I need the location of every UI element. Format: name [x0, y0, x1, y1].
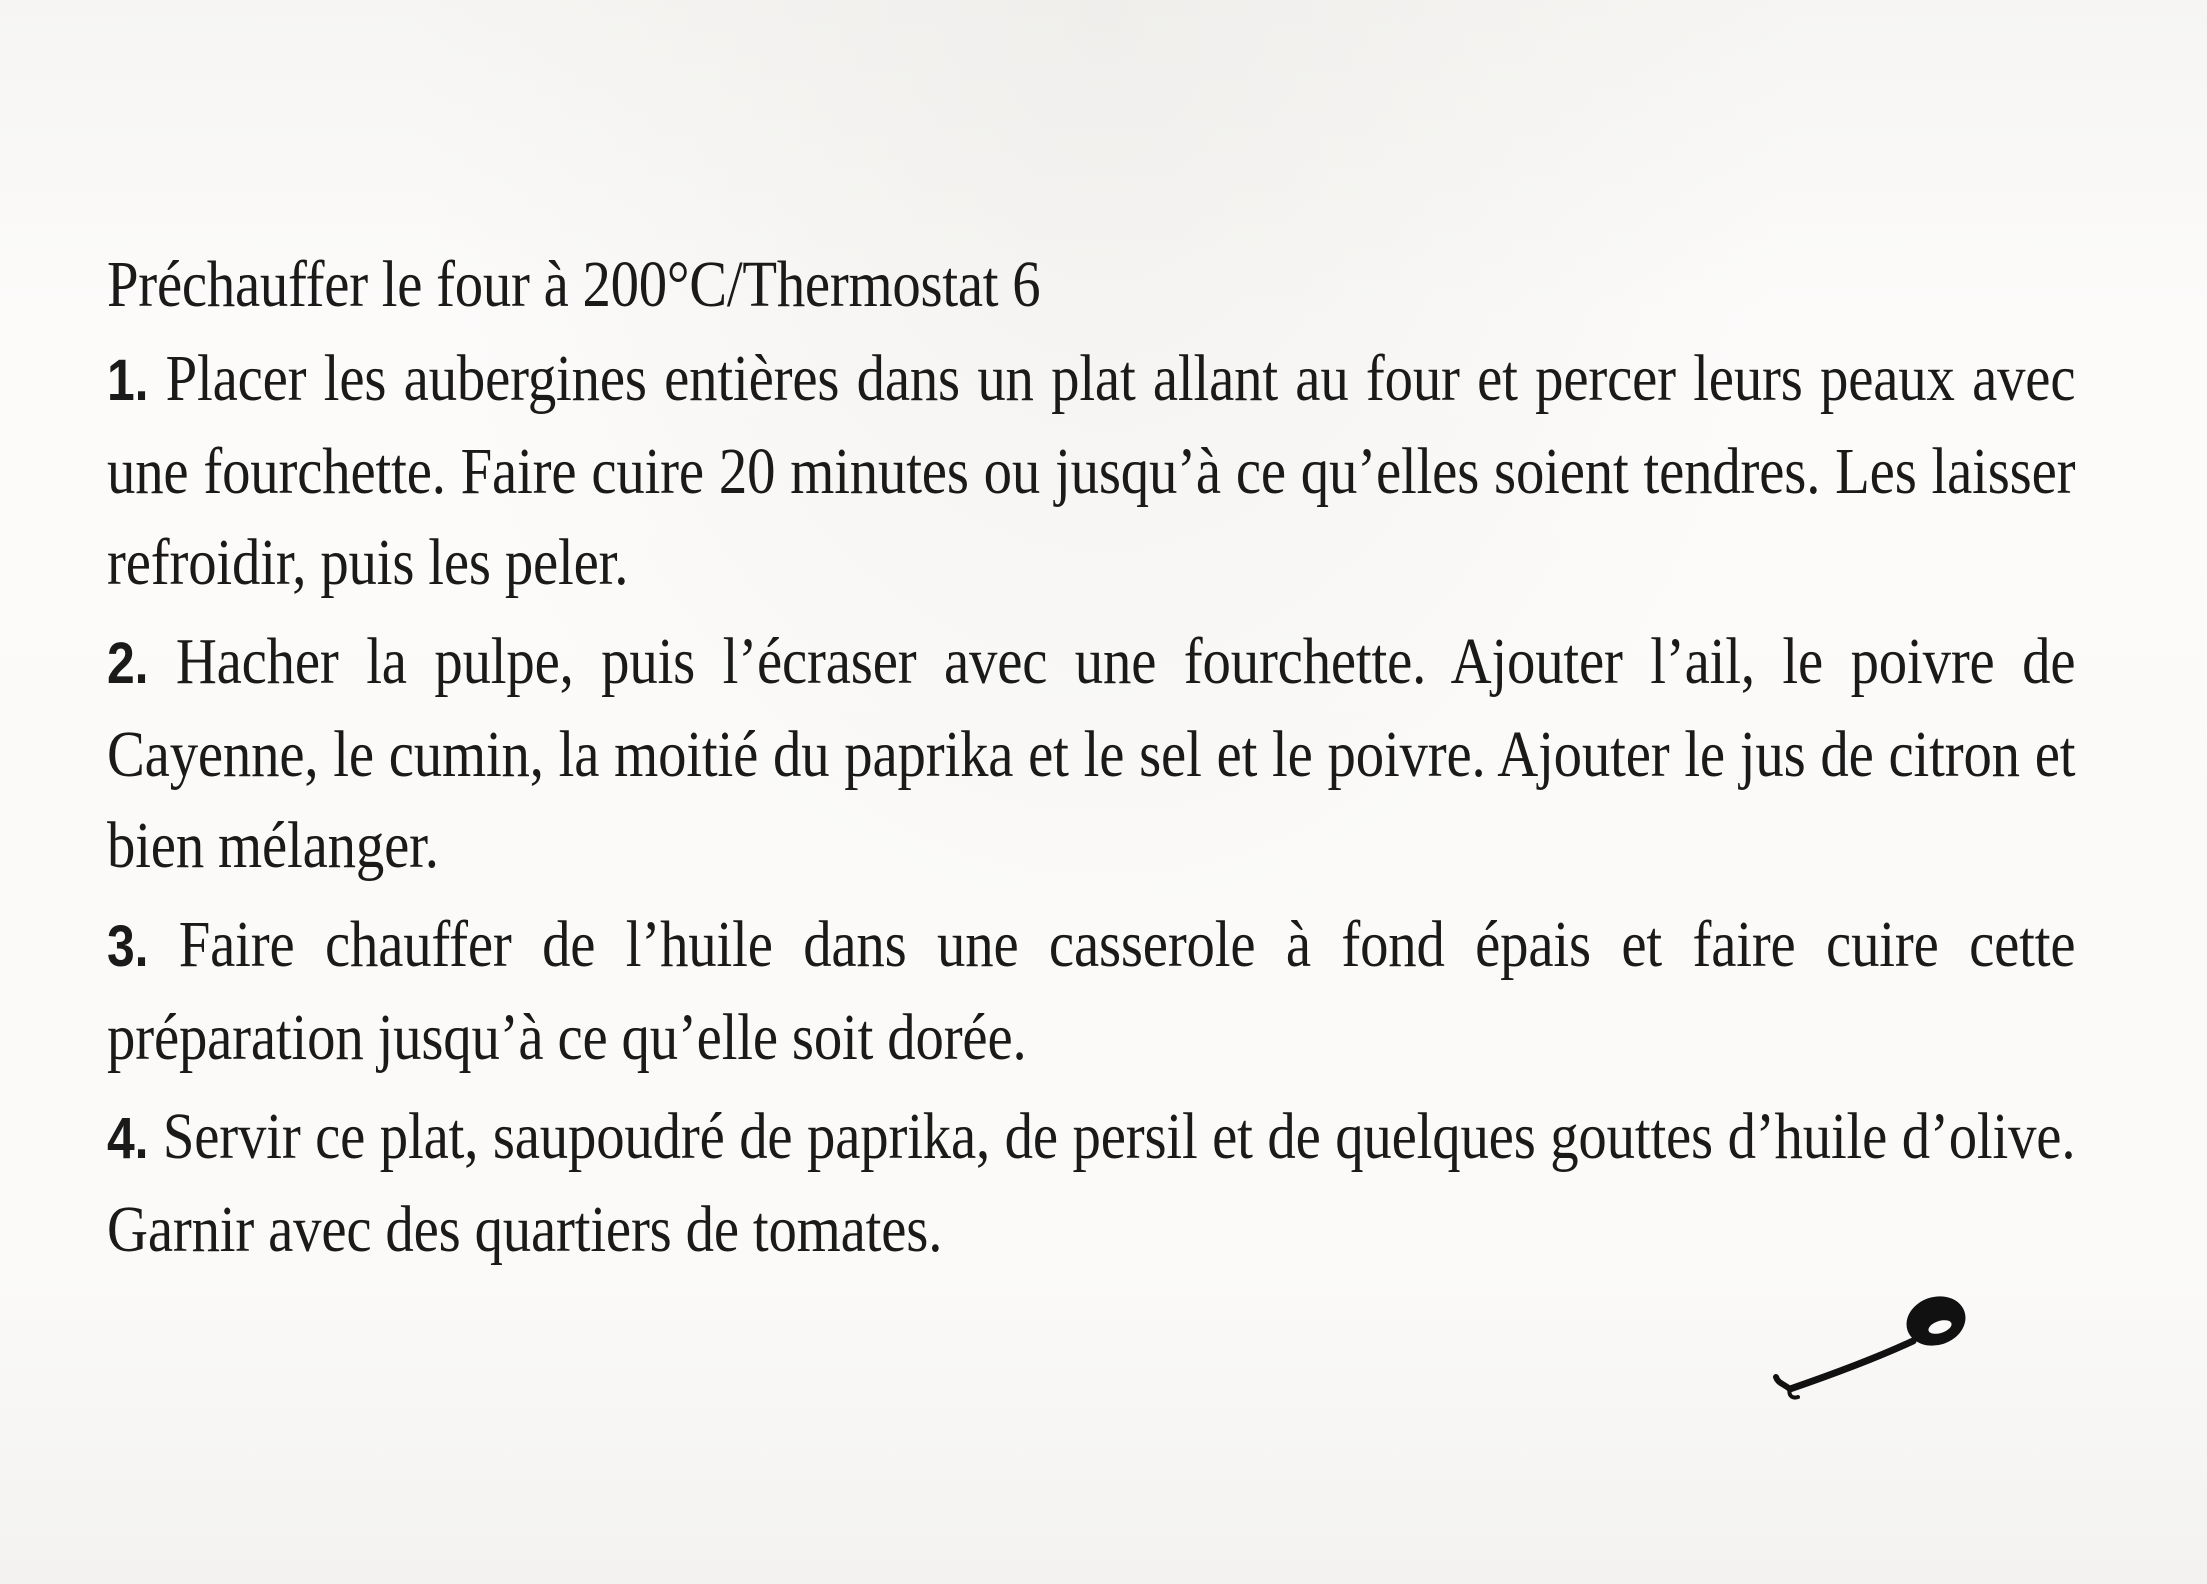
step-4-number: 4.: [107, 1106, 149, 1171]
step-1-number: 1.: [107, 348, 149, 413]
step-1-text: Placer les aubergines entières dans un plat allant au four et percer leurs peaux avec une fourchette. Faire cuire 20 minutes ou jusqu’à ce qu’elles soient tendres. Les laisser refroidir, puis les peler.: [107, 342, 2076, 599]
step-2-text: Hacher la pulpe, puis l’écraser avec une fourchette. Ajouter l’ail, le poivre de Cayenne, le cumin, la moitié du paprika et le sel et le poivre. Ajouter le jus de citron et bien mélanger.: [107, 625, 2076, 882]
step-3-text: Faire chauffer de l’huile dans une casserole à fond épais et faire cuire cette préparation jusqu’à ce qu’elle soit dorée.: [107, 908, 2076, 1074]
step-3-number: 3.: [107, 914, 149, 979]
step-4-text: Servir ce plat, saupoudré de paprika, de persil et de quelques gouttes d’huile d’olive. Garnir avec des quartiers de tomates.: [107, 1100, 2076, 1266]
step-2: [107, 616, 2075, 891]
step-3: [107, 899, 2075, 1083]
spoon-icon: [1768, 1283, 1973, 1408]
step-4: [107, 1091, 2075, 1275]
step-1: [107, 333, 2075, 608]
preheat-instruction: Préchauffer le four à 200°C/Thermostat 6: [107, 248, 1041, 321]
recipe-instructions: [107, 243, 2075, 1283]
step-2-number: 2.: [107, 631, 149, 696]
